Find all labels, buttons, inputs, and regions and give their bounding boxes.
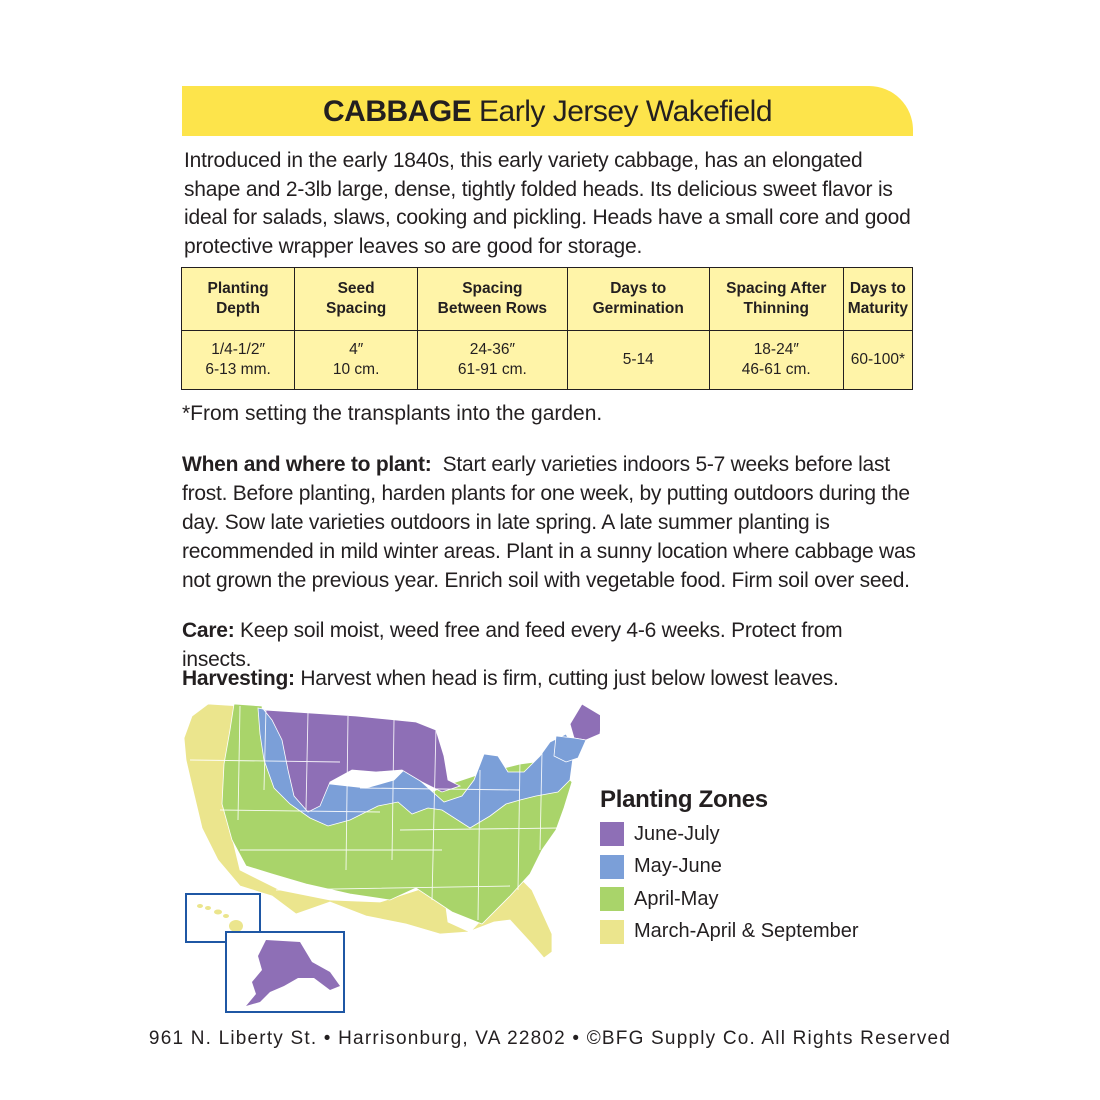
footer-address: 961 N. Liberty St. • Harrisonburg, VA 22802 • ©BFG Supply Co. All Rights Reserved [148,1028,952,1049]
legend-swatch-april-may [600,887,624,911]
legend-label: May-June [634,855,722,878]
legend-item [600,916,859,949]
legend-title: Planting Zones [600,786,768,813]
legend-item [600,851,859,884]
when-where-label: When and where to plant: [182,453,432,476]
legend-swatch-march-april-september [600,920,624,944]
value-spacing-between-rows: 24-36″ 61-91 cm. [418,331,568,390]
intro-description: Introduced in the early 1840s, this early variety cabbage, has an elongated shape and 2-3lb large, dense, tightly folded heads. Its delicious sweet flavor is ideal for salads, slaws, cooking and pickling. Heads have a small core and good protective wrapper leaves so are good for storage. [184,149,911,258]
care-text: Keep soil moist, weed free and feed every 4-6 weeks. Protect from insects. [182,619,843,671]
header-seed-spacing: Seed Spacing [295,268,418,331]
title-variety: Early Jersey Wakefield [479,95,772,128]
growing-info-table [181,267,913,390]
when-where-section [182,450,917,595]
legend-swatch-june-july [600,822,624,846]
legend-label: March-April & September [634,920,859,943]
zone-june-july-northeast [570,704,600,740]
title-crop: CABBAGE [323,95,472,128]
footnote: *From setting the transplants into the garden. [182,402,603,425]
legend-item [600,818,859,851]
legend-item [600,883,859,916]
value-days-to-germination: 5-14 [567,331,709,390]
legend-swatch-may-june [600,855,624,879]
care-label: Care: [182,619,235,642]
when-where-text: Start early varieties indoors 5-7 weeks before last frost. Before planting, harden plants for one week, by putting outdoors during the day. Sow late varieties outdoors in late spring. A late summer planting is recommended in mild winter areas. Plant in a sunny location where cabbage was not grown the previous year. Enrich soil with vegetable food. Firm soil over seed. [182,453,916,592]
value-days-to-maturity: 60-100* [843,331,912,390]
header-spacing-between-rows: Spacing Between Rows [418,268,568,331]
value-planting-depth: 1/4-1/2″ 6-13 mm. [182,331,295,390]
header-spacing-after-thinning: Spacing After Thinning [709,268,843,331]
planting-zones-legend [600,786,859,948]
harvesting-label: Harvesting: [182,667,295,690]
value-seed-spacing: 4″ 10 cm. [295,331,418,390]
zone-may-june-northeast [554,736,586,762]
legend-label: June-July [634,822,720,845]
harvesting-section [182,664,917,693]
legend-label: April-May [634,887,719,910]
planting-zones-map [180,700,600,1016]
header-days-to-maturity: Days to Maturity [843,268,912,331]
value-spacing-after-thinning: 18-24″ 46-61 cm. [709,331,843,390]
header-planting-depth: Planting Depth [182,268,295,331]
title-banner [182,86,913,136]
header-days-to-germination: Days to Germination [567,268,709,331]
table-header-row [182,268,913,331]
table-row [182,331,913,390]
harvesting-text: Harvest when head is firm, cutting just below lowest leaves. [300,667,839,690]
